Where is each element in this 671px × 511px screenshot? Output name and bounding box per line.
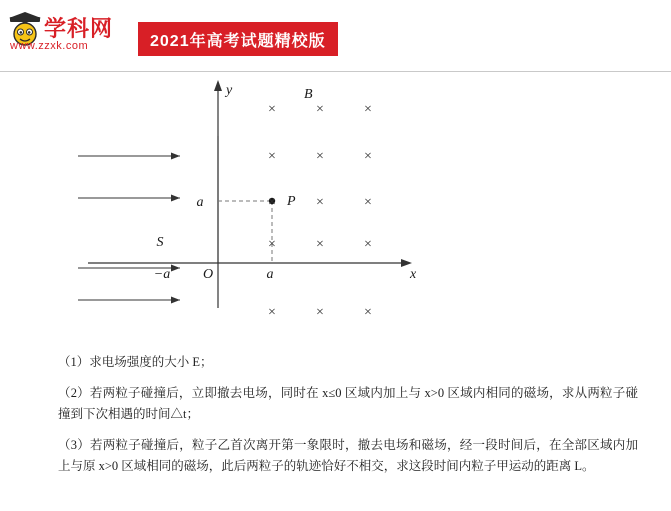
- origin-label: O: [202, 267, 214, 282]
- figure-svg: [60, 78, 620, 348]
- header-divider: [0, 71, 671, 72]
- field-cross: ×: [268, 305, 276, 320]
- field-cross: ×: [316, 237, 324, 252]
- field-cross: ×: [364, 195, 372, 210]
- field-cross: ×: [268, 237, 276, 252]
- field-cross: ×: [364, 237, 372, 252]
- point-s-label: S: [156, 235, 164, 250]
- question-list: [58, 352, 638, 477]
- field-label: B: [304, 87, 313, 102]
- field-cross: ×: [316, 102, 324, 117]
- point-p-label: P: [287, 194, 296, 209]
- field-cross: ×: [316, 149, 324, 164]
- neg-x-tick-label: −a: [153, 267, 171, 282]
- field-cross: ×: [268, 102, 276, 117]
- field-cross: ×: [316, 195, 324, 210]
- y-axis-arrow-icon: [214, 80, 222, 91]
- question-item-2: （2）若两粒子碰撞后，立即撤去电场，同时在 x≤0 区域内加上与 x>0 区域内相同的磁场，求从两粒子碰撞到下次相遇的时间△t；: [58, 386, 638, 421]
- arrow-head-icon: [171, 153, 180, 160]
- x-tick-label-a: a: [266, 267, 274, 282]
- arrow-head-icon: [171, 195, 180, 202]
- logo-text: 学科网: [44, 16, 114, 41]
- field-cross: ×: [364, 305, 372, 320]
- x-axis-label: x: [410, 267, 417, 282]
- site-logo: [8, 10, 138, 62]
- field-cross: ×: [364, 149, 372, 164]
- y-tick-label-a: a: [196, 195, 204, 210]
- x-axis-arrow-icon: [401, 259, 412, 267]
- physics-figure: [60, 78, 620, 348]
- question-item-3: （3）若两粒子碰撞后，粒子乙首次离开第一象限时，撤去电场和磁场，经一段时间后，在全部区域内加上与原 x>0 区域相同的磁场，此后两粒子的轨迹恰好不相交，求这段时间内粒子甲运动的距离 L。: [58, 438, 638, 473]
- field-cross: ×: [316, 305, 324, 320]
- page-header: [0, 0, 671, 72]
- field-cross: ×: [268, 195, 276, 210]
- field-cross: ×: [364, 102, 372, 117]
- field-cross: ×: [268, 149, 276, 164]
- y-axis-label: y: [226, 83, 233, 98]
- exam-banner: 2021年高考试题精校版: [138, 22, 338, 56]
- arrow-head-icon: [171, 297, 180, 304]
- question-item-1: （1）求电场强度的大小 E；: [58, 355, 213, 369]
- arrow-head-icon: [171, 265, 180, 272]
- magnetic-field-crosses: [268, 102, 372, 320]
- logo-url: www.zzxk.com: [10, 40, 89, 52]
